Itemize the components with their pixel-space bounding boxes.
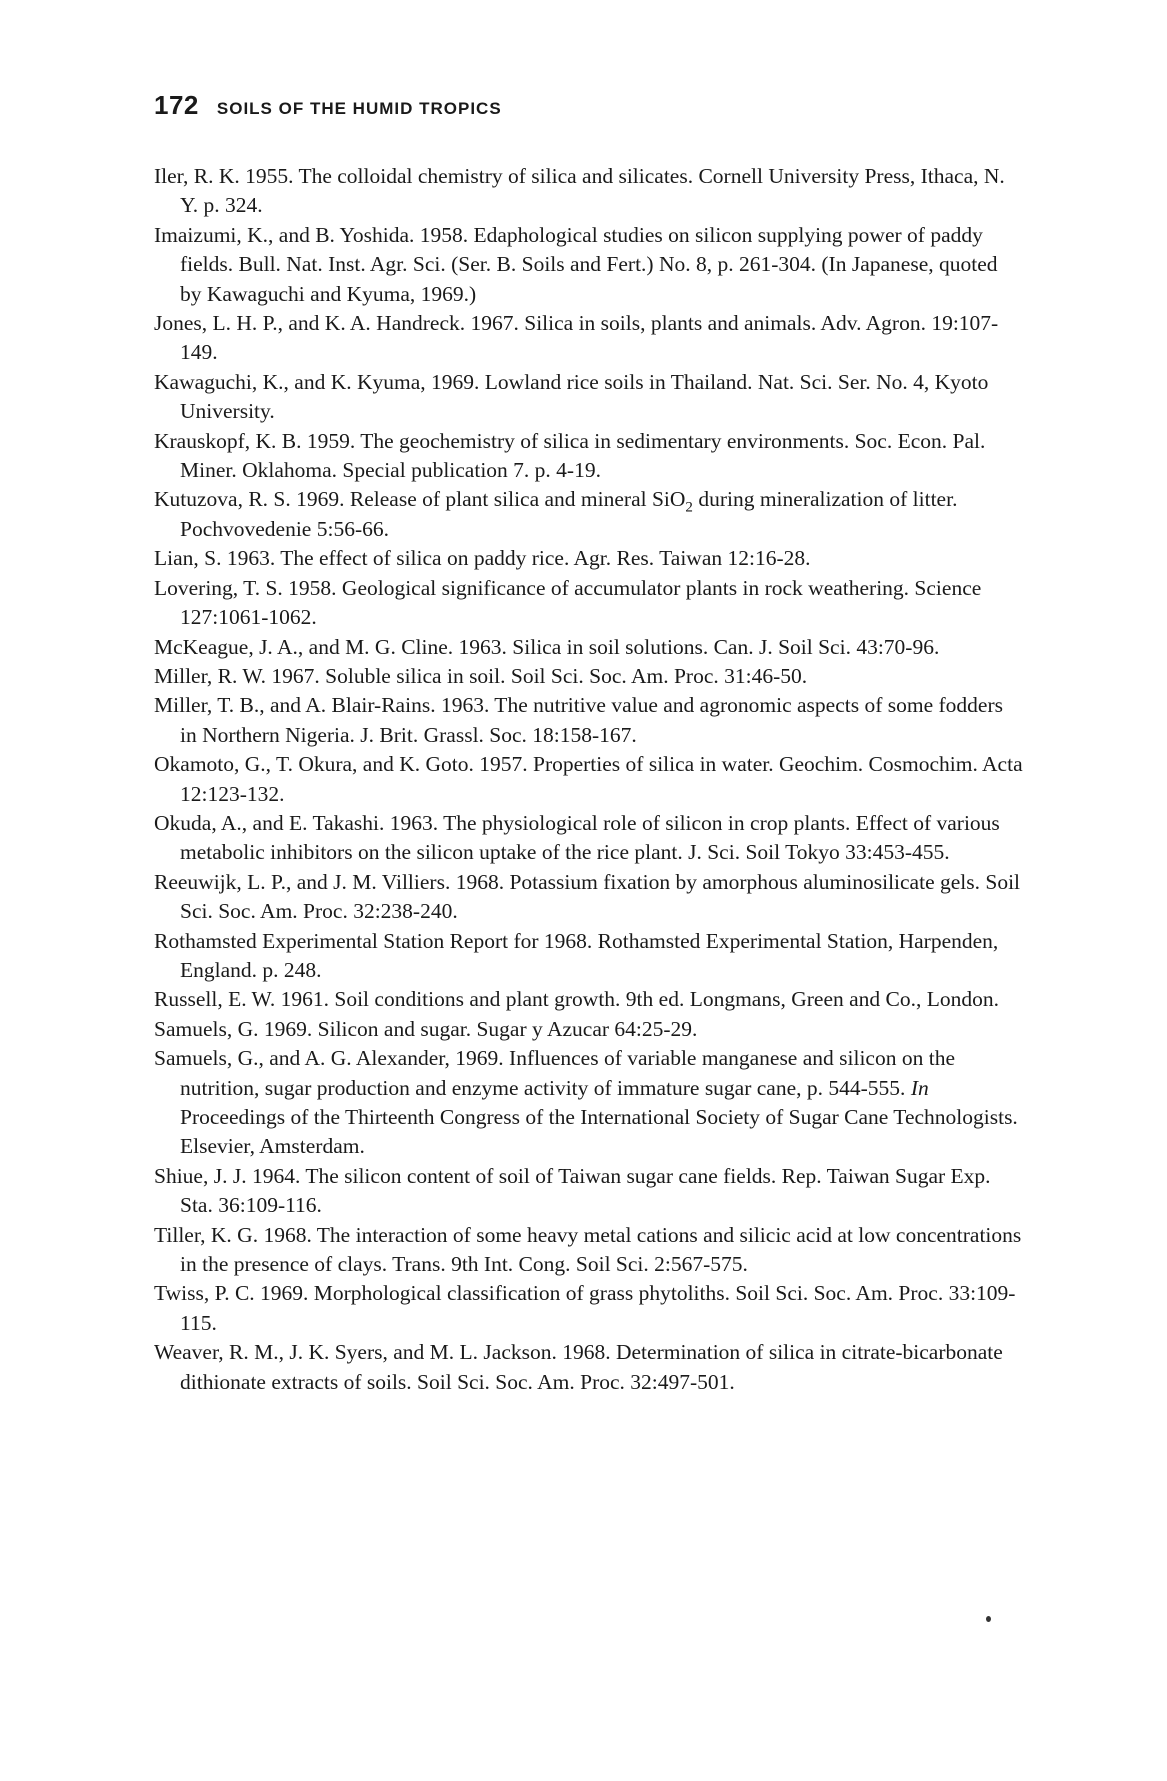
reference-entry [154, 1338, 1024, 1397]
reference-entry [154, 162, 1024, 221]
reference-entry [154, 1162, 1024, 1221]
text-segment: Shiue, J. J. 1964. The silicon content of soil of Taiwan sugar cane fields. Rep. Taiwan Sugar Exp. Sta. 36:109-116. [154, 1163, 991, 1218]
reference-text [154, 870, 1020, 923]
reference-entry [154, 691, 1024, 750]
text-segment: Iler, R. K. 1955. The colloidal chemistry of silica and silicates. Cornell University Press, Ithaca, N. Y. p. 324. [154, 164, 1005, 218]
reference-text [154, 929, 998, 982]
reference-entry [154, 1044, 1024, 1162]
reference-entry [154, 574, 1024, 633]
text-segment: Okamoto, G., T. Okura, and K. Goto. 1957. Properties of silica in water. Geochim. Cosmochim. Acta 12:123-132. [154, 752, 1023, 806]
text-segment: Okuda, A., and E. Takashi. 1963. The physiological role of silicon in crop plants. Effect of various metabolic inhibitors on the silicon uptake of the rice plant. J. Sci. Soil Tokyo 33:453-455. [154, 810, 1000, 865]
reference-text [154, 1340, 1003, 1393]
text-segment: Rothamsted Experimental Station Report for 1968. Rothamsted Experimental Station, Harpenden, England. p. 248. [154, 928, 999, 982]
reference-entry [154, 221, 1024, 309]
text-segment: Jones, L. H. P., and K. A. Handreck. 1967. Silica in soils, plants and animals. Adv. Agron. 19:107-149. [154, 311, 999, 365]
text-segment: Tiller, K. G. 1968. The interaction of some heavy metal cations and silicic acid at low concentrations in the presence of clays. Trans. 9th Int. Cong. Soil Sci. 2:567-575. [154, 1222, 1022, 1277]
text-segment: Kawaguchi, K., and K. Kyuma, 1969. Lowland rice soils in Thailand. Nat. Sci. Ser. No. 4, Kyoto University. [154, 369, 989, 424]
text-segment: Weaver, R. M., J. K. Syers, and M. L. Jackson. 1968. Determination of silica in citrate-bicarbonate dithionate extracts of soils. Soil Sci. Soc. Am. Proc. 32:497-501. [154, 1340, 1003, 1394]
text-segment: Imaizumi, K., and B. Yoshida. 1958. Edaphological studies on silicon supplying power of paddy fields. Bull. Nat. Inst. Agr. Sci. (Ser. B. Soils and Fert.) No. 8, p. 261-304. (In Japanese, quoted by Kawaguchi and Kyuma, 1969.) [154, 222, 998, 306]
reference-text [154, 1017, 697, 1041]
reference-text [154, 664, 807, 688]
text-segment: Russell, E. W. 1961. Soil conditions and plant growth. 9th ed. Longmans, Green and Co., London. [154, 987, 999, 1012]
reference-text [154, 370, 988, 423]
reference-text [154, 164, 1005, 217]
reference-entry [154, 750, 1024, 809]
reference-text [154, 546, 811, 570]
text-segment: during mineralization of litter. Pochvovedenie 5:56-66. [180, 487, 958, 541]
reference-text [154, 1164, 991, 1217]
reference-entry [154, 985, 1024, 1014]
reference-entry [154, 427, 1024, 486]
reference-entry [154, 662, 1024, 691]
reference-text [154, 223, 998, 306]
text-segment: Lian, S. 1963. The effect of silica on paddy rice. Agr. Res. Taiwan 12:16-28. [154, 546, 811, 571]
reference-text [154, 311, 998, 364]
reference-entry [154, 544, 1024, 573]
text-segment: Miller, T. B., and A. Blair-Rains. 1963. The nutritive value and agronomic aspects of some fodders in Northern Nigeria. J. Brit. Grassl. Soc. 18:158-167. [154, 693, 1003, 747]
reference-entry [154, 1015, 1024, 1044]
reference-entry [154, 633, 1024, 662]
text-segment: McKeague, J. A., and M. G. Cline. 1963. Silica in soil solutions. Can. J. Soil Sci. 43:70-96. [154, 634, 940, 659]
reference-text [154, 811, 1000, 864]
text-segment: Reeuwijk, L. P., and J. M. Villiers. 1968. Potassium fixation by amorphous aluminosilicate gels. Soil Sci. Soc. Am. Proc. 32:238-240. [154, 869, 1021, 924]
reference-entry [154, 309, 1024, 368]
running-head [154, 90, 502, 121]
text-segment: Lovering, T. S. 1958. Geological significance of accumulator plants in rock weathering. Science 127:1061-1062. [154, 575, 982, 630]
print-speck [986, 1616, 991, 1622]
reference-entry [154, 1279, 1024, 1338]
reference-text [154, 635, 939, 659]
reference-text [154, 987, 999, 1011]
text-segment: Miller, R. W. 1967. Soluble silica in soil. Soil Sci. Soc. Am. Proc. 31:46-50. [154, 663, 808, 688]
reference-text [154, 576, 981, 629]
reference-text [154, 1046, 1018, 1158]
reference-entry [154, 485, 1024, 544]
text-segment: Samuels, G., and A. G. Alexander, 1969. Influences of variable manganese and silicon on the nutrition, sugar production and enzyme activity of immature sugar cane, p. 544-555. [154, 1046, 955, 1100]
reference-entry [154, 1221, 1024, 1280]
reference-entry [154, 868, 1024, 927]
page-number: 172 [154, 90, 199, 120]
reference-text [154, 752, 1023, 805]
reference-entry [154, 927, 1024, 986]
running-title: SOILS OF THE HUMID TROPICS [216, 99, 502, 118]
reference-list [154, 162, 1024, 1397]
text-segment: Samuels, G. 1969. Silicon and sugar. Sugar y Azucar 64:25-29. [154, 1016, 698, 1041]
reference-text [154, 1281, 1015, 1334]
italic-text: In [910, 1075, 929, 1100]
reference-entry [154, 368, 1024, 427]
reference-entry [154, 809, 1024, 868]
reference-text [154, 429, 985, 482]
text-segment: Kutuzova, R. S. 1969. Release of plant silica and mineral SiO [154, 487, 686, 512]
text-segment: Proceedings of the Thirteenth Congress of the International Society of Sugar Cane Technologists. Elsevier, Amsterdam. [180, 1105, 1018, 1159]
subscript: 2 [685, 499, 693, 516]
text-segment: Twiss, P. C. 1969. Morphological classification of grass phytoliths. Soil Sci. Soc. Am. Proc. 33:109-115. [154, 1281, 1016, 1335]
reference-text [154, 487, 957, 540]
reference-text [154, 693, 1003, 746]
reference-text [154, 1223, 1021, 1276]
text-segment: Krauskopf, K. B. 1959. The geochemistry of silica in sedimentary environments. Soc. Econ. Pal. Miner. Oklahoma. Special publication 7. p. 4-19. [154, 428, 986, 483]
